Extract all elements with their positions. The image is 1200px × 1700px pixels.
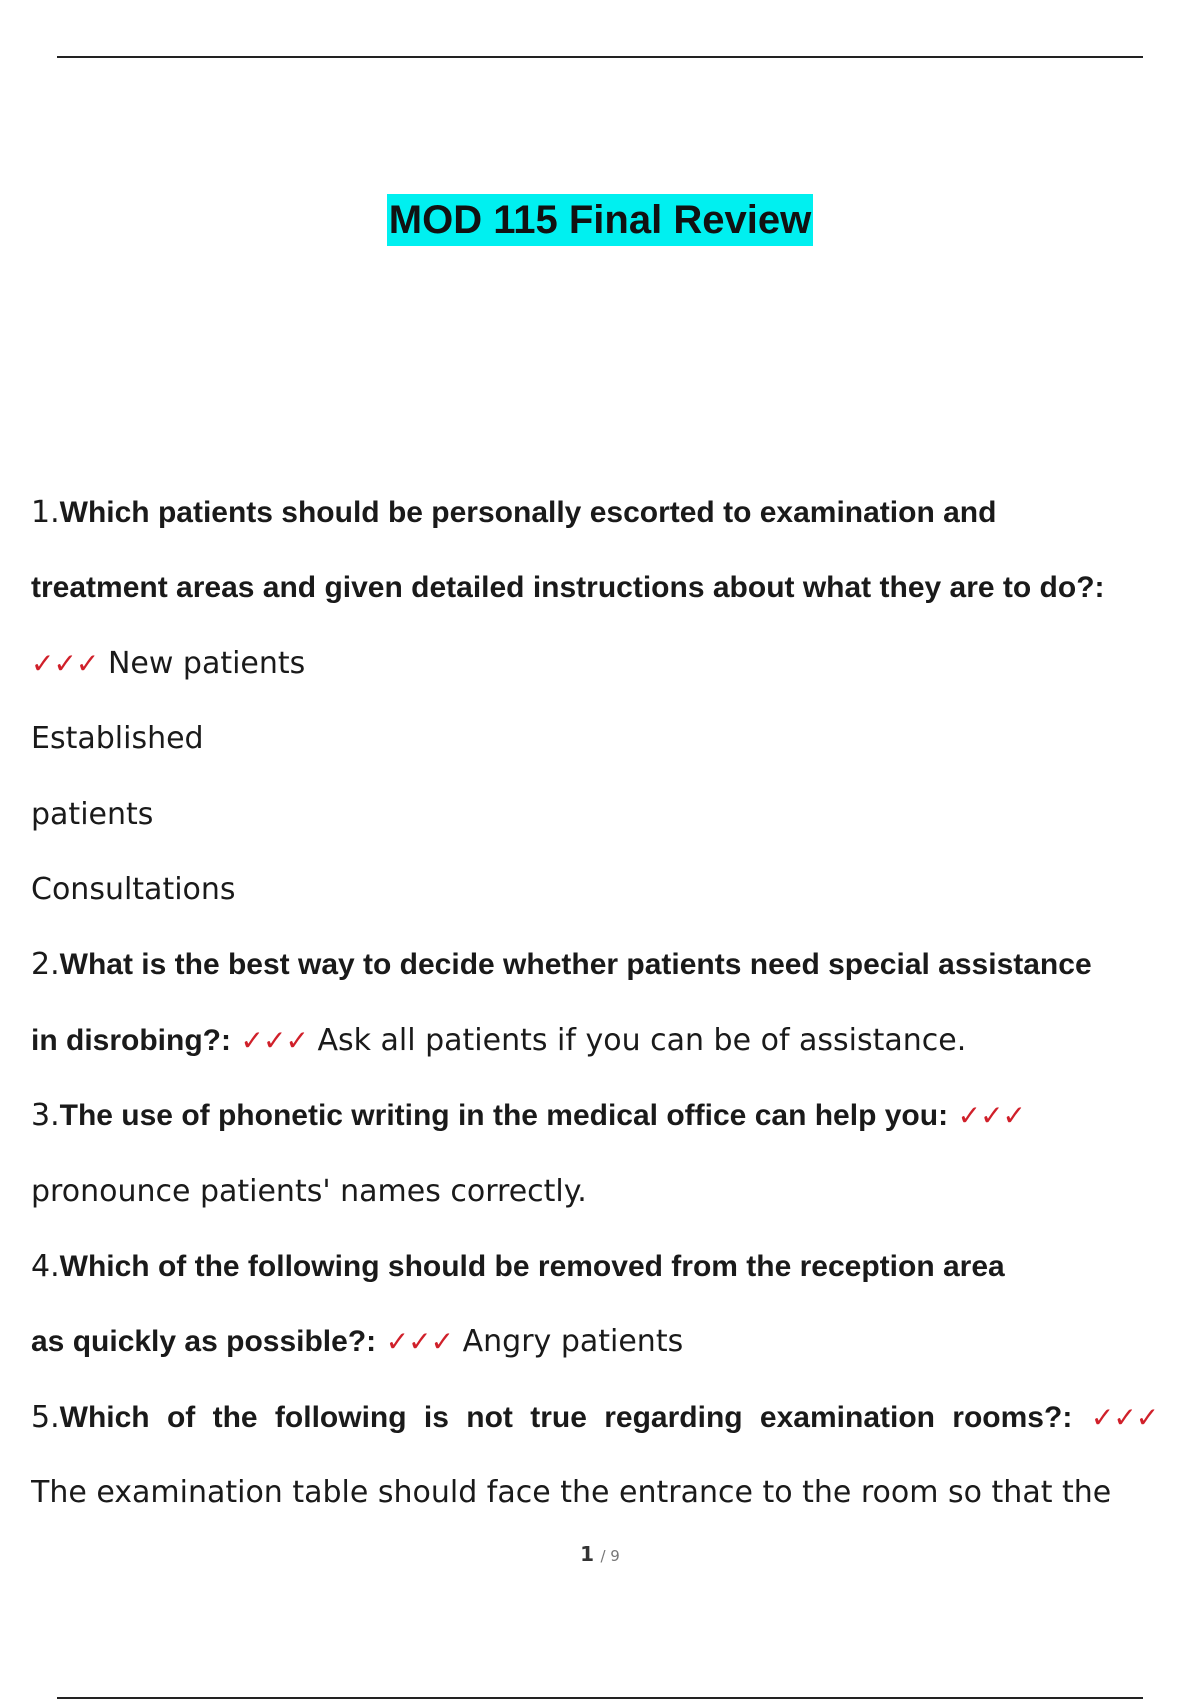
answer-1-extra-3 xyxy=(31,857,1200,932)
answer-text: patients xyxy=(31,796,154,832)
answer-5 xyxy=(31,1460,1200,1535)
answer-3 xyxy=(31,1159,1200,1234)
total-pages: / 9 xyxy=(600,1547,620,1565)
page-indicator xyxy=(0,1542,1200,1566)
question-number: 1. xyxy=(31,495,60,530)
question-3-line-1 xyxy=(31,1083,1200,1158)
answer-1-extra-1 xyxy=(31,706,1200,781)
question-number: 4. xyxy=(31,1248,60,1284)
question-number: 5. xyxy=(31,1399,60,1435)
question-text: in disrobing?: xyxy=(31,1023,231,1057)
answer-text: Angry patients xyxy=(462,1324,684,1360)
check-mark-icon: ✓✓✓ xyxy=(957,1099,1025,1133)
question-5-line-1 xyxy=(31,1385,1200,1460)
answer-text: Established xyxy=(31,721,204,757)
question-text: Which of the following is not true regarding examination rooms?: xyxy=(59,1400,1073,1434)
bottom-rule xyxy=(57,1697,1143,1699)
question-2-line-2 xyxy=(31,1008,1200,1083)
check-mark-icon: ✓✓✓ xyxy=(1090,1400,1159,1434)
check-mark-icon: ✓✓✓ xyxy=(385,1325,454,1359)
title-container xyxy=(0,194,1200,246)
answer-1 xyxy=(31,631,1200,706)
check-mark-icon: ✓✓✓ xyxy=(31,646,99,680)
question-1-line-1 xyxy=(31,480,1200,555)
check-mark-icon: ✓✓✓ xyxy=(240,1023,308,1057)
answer-text: Consultations xyxy=(31,871,236,907)
question-2-line-1 xyxy=(31,932,1200,1007)
answer-text: pronounce patients' names correctly. xyxy=(31,1173,587,1209)
question-4-line-1 xyxy=(31,1234,1200,1309)
answer-text: New patients xyxy=(107,645,306,681)
question-1-line-2 xyxy=(31,555,1200,630)
question-4-line-2 xyxy=(31,1309,1200,1384)
questions-list xyxy=(31,480,1200,1535)
question-text: What is the best way to decide whether patients need special assistance xyxy=(59,948,1092,982)
question-text: as quickly as possible?: xyxy=(31,1325,377,1359)
question-text: treatment areas and given detailed instructions about what they are to do?: xyxy=(31,571,1105,605)
answer-text: The examination table should face the entrance to the room so that the xyxy=(31,1475,1112,1511)
question-text: Which of the following should be removed from the reception area xyxy=(59,1249,1005,1283)
answer-text: Ask all patients if you can be of assistance. xyxy=(317,1022,967,1058)
question-text: The use of phonetic writing in the medical office can help you: xyxy=(59,1099,949,1133)
answer-1-extra-2 xyxy=(31,782,1200,857)
document-title: MOD 115 Final Review xyxy=(387,194,813,246)
question-number: 2. xyxy=(31,947,60,983)
top-rule xyxy=(57,56,1143,58)
question-number: 3. xyxy=(31,1098,60,1134)
question-text: Which patients should be personally escorted to examination and xyxy=(59,496,997,529)
current-page: 1 xyxy=(580,1542,595,1566)
